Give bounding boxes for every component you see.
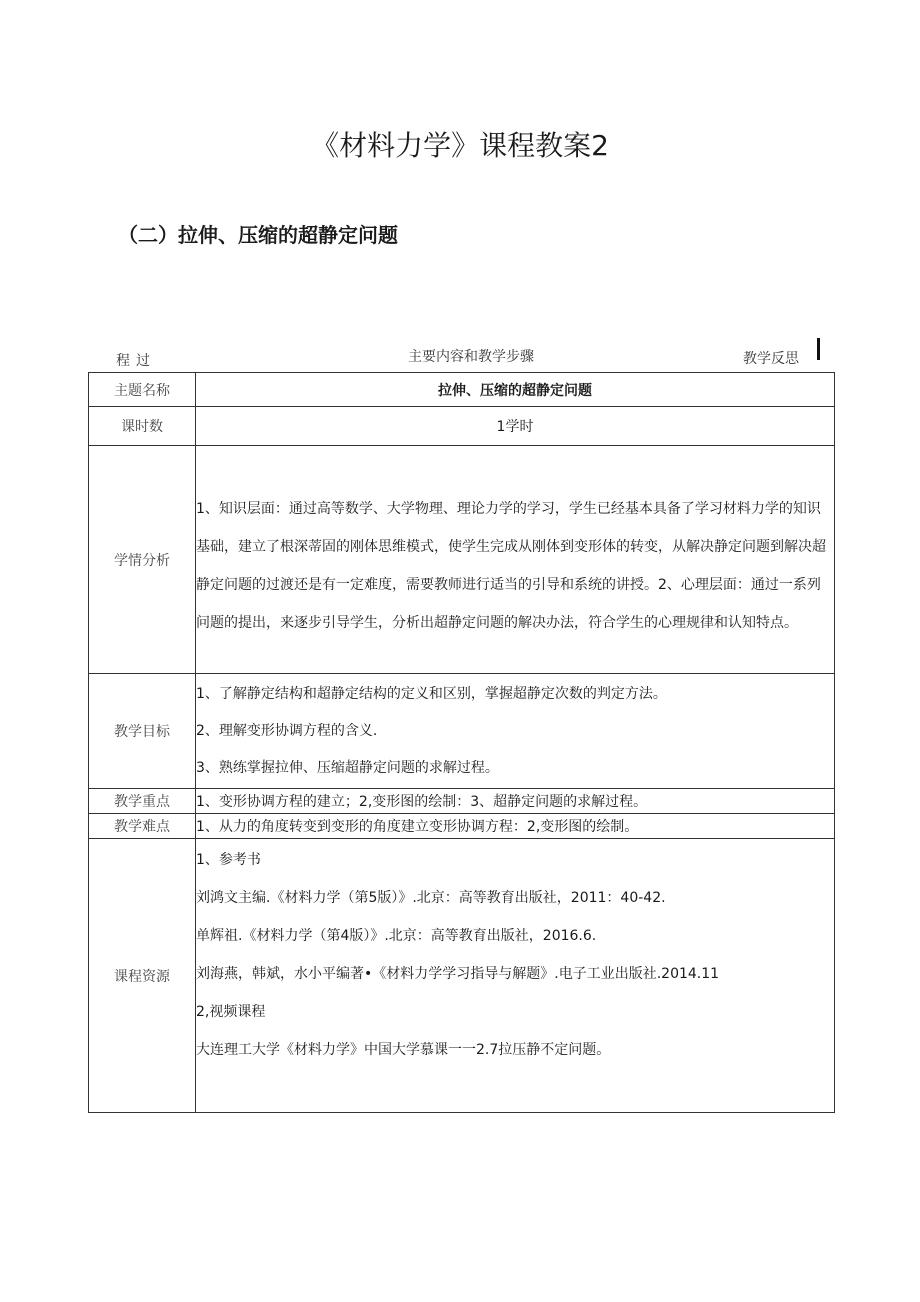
resource-line: 大连理工大学《材料力学》中国大学慕课一一2.7拉压静不定问题。 [196, 1042, 611, 1058]
goals-cell [196, 674, 835, 789]
table-header [88, 346, 834, 370]
table-row [89, 446, 835, 674]
difficulties-label: 教学难点 [89, 814, 196, 839]
section-subtitle: （二）拉伸、压缩的超静定问题 [118, 223, 398, 247]
resource-line: 刘海燕，韩斌，水小平编著•《材料力学学习指导与解题》.电子工业出版社.2014.11 [196, 966, 720, 982]
goal-item: 3、熟练掌握拉伸、压缩超静定问题的求解过程。 [196, 759, 499, 776]
resource-line: 刘鸿文主编.《材料力学（第5版）》.北京：高等教育出版社，2011：40-42. [196, 890, 666, 906]
hours-label: 课时数 [89, 407, 196, 446]
hours-value: 1学时 [196, 407, 835, 446]
vertical-bar-mark [817, 338, 820, 360]
analysis-cell [196, 446, 835, 674]
topic-label: 主题名称 [89, 373, 196, 407]
table-row [89, 407, 835, 446]
resource-line: 1、参考书 [196, 852, 261, 868]
key-points-value: 1、变形协调方程的建立；2,变形图的绘制：3、超静定问题的求解过程。 [196, 789, 835, 814]
header-main-content: 主要内容和教学步骤 [408, 349, 534, 365]
resource-line: 2,视频课程 [196, 1004, 266, 1020]
table-row [89, 373, 835, 407]
analysis-text: 1、知识层面：通过高等数学、大学物理、理论力学的学习，学生已经基本具备了学习材料力学的知识基础，建立了根深蒂固的刚体思维模式，使学生完成从刚体到变形体的转变，从解决静定问题到解决超静定问题的过渡还是有一定难度，需要教师进行适当的引导和系统的讲授。2、心理层面：通过一系列问题的提出，来逐步引导学生，分析出超静定问题的解决办法，符合学生的心理规律和认知特点。 [196, 500, 826, 631]
header-reflection: 教学反思 [743, 351, 799, 367]
header-process: 程过 [116, 353, 156, 369]
table-row [89, 674, 835, 789]
difficulties-value: 1、从力的角度转变到变形的角度建立变形协调方程：2,变形图的绘制。 [196, 814, 835, 839]
document-title: 《材料力学》课程教案2 [311, 129, 609, 162]
resources-label: 课程资源 [89, 839, 196, 1113]
table-row [89, 839, 835, 1113]
analysis-label: 学情分析 [89, 446, 196, 674]
table-row [89, 814, 835, 839]
goal-item: 1、了解静定结构和超静定结构的定义和区别，掌握超静定次数的判定方法。 [196, 685, 667, 702]
topic-value: 拉伸、压缩的超静定问题 [196, 373, 835, 407]
resource-line: 单辉祖.《材料力学（第4版）》.北京：高等教育出版社，2016.6. [196, 928, 597, 944]
resources-cell [196, 839, 835, 1113]
goals-label: 教学目标 [89, 674, 196, 789]
key-points-label: 教学重点 [89, 789, 196, 814]
lesson-plan-table [88, 372, 835, 1113]
goal-item: 2、理解变形协调方程的含义. [196, 722, 378, 739]
table-row [89, 789, 835, 814]
